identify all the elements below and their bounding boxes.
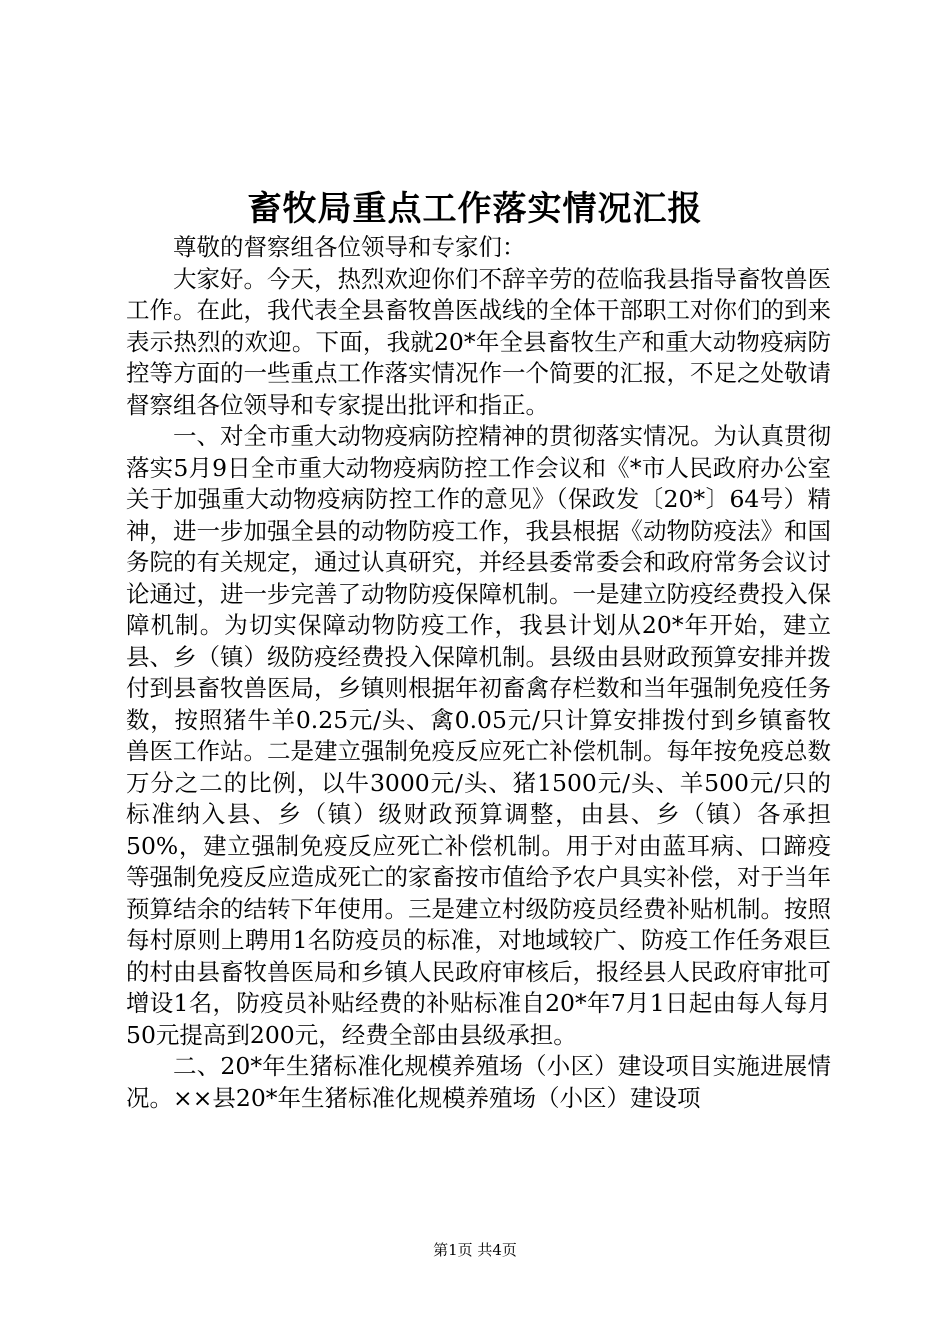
page-footer: 第1页 共4页	[433, 1241, 517, 1259]
salutation-paragraph: 尊敬的督察组各位领导和专家们：	[173, 233, 526, 261]
section-one-paragraph: 一、对全市重大动物疫病防控精神的贯彻落实情况。为认真贯彻落实5月9日全市重大动物疫病防控工作会议和《*市人民政府办公室关于加强重大动物疫病防控工作的意见》（保政发〔20*〕64号）精神，进一步加强全县的动物防疫工作，我县根据《动物防疫法》和国务院的有关规定，通过认真研究，并经县委常委会和政府常务会议讨论通过，进一步完善了动物防疫保障机制。一是建立防疫经费投入保障机制。为切实保障动物防疫工作，我县计划从20*年开始，建立县、乡（镇）级防疫经费投入保障机制。县级由县财政预算安排并拨付到县畜牧兽医局，乡镇则根据年初畜禽存栏数和当年强制免疫任务数，按照猪牛羊0.25元/头、禽0.05元/只计算安排拨付到乡镇畜牧兽医工作站。二是建立强制免疫反应死亡补偿机制。每年按免疫总数万分之二的比例，以牛3000元/头、猪1500元/头、羊500元/只的标准纳入县、乡（镇）级财政预算调整，由县、乡（镇）各承担50%，建立强制免疫反应死亡补偿机制。用于对由蓝耳病、口蹄疫等强制免疫反应造成死亡的家畜按市值给予农户具实补偿，对于当年预算结余的结转下年使用。三是建立村级防疫员经费补贴机制。按照每村原则上聘用1名防疫员的标准，对地域较广、防疫工作任务艰巨的村由县畜牧兽医局和乡镇人民政府审核后，报经县人民政府审批可增设1名，防疫员补贴经费的补贴标准自20*年7月1日起由每人每月50元提高到200元，经费全部由县级承担。	[126, 422, 831, 1049]
document-title: 畜牧局重点工作落实情况汇报	[247, 189, 703, 229]
section-two-paragraph: 二、20*年生猪标准化规模养殖场（小区）建设项目实施进展情况。××县20*年生猪标准化规模养殖场（小区）建设项	[126, 1052, 831, 1112]
intro-paragraph: 大家好。今天，热烈欢迎你们不辞辛劳的莅临我县指导畜牧兽医工作。在此，我代表全县畜牧兽医战线的全体干部职工对你们的到来表示热烈的欢迎。下面，我就20*年全县畜牧生产和重大动物疫病防控等方面的一些重点工作落实情况作一个简要的汇报，不足之处敬请督察组各位领导和专家提出批评和指正。	[126, 264, 831, 419]
document-body	[126, 232, 831, 1114]
